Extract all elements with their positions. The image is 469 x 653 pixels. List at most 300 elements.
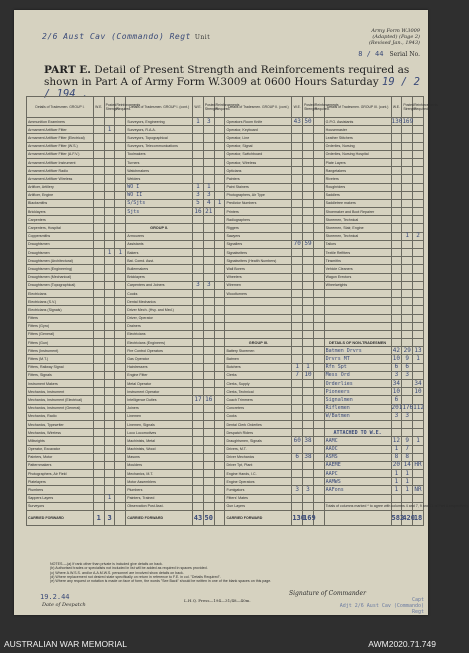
count-cell: 38 (304, 436, 312, 444)
count-cell: 59 (304, 240, 312, 248)
count-cell (413, 494, 424, 502)
count-cell (93, 420, 104, 428)
count-cell (313, 257, 324, 265)
count-cell (104, 306, 115, 314)
count-cell (115, 167, 126, 175)
count-cell (115, 191, 126, 199)
count-cell (93, 191, 104, 199)
count-cell (313, 240, 324, 248)
trade-name (324, 322, 391, 330)
trade-name (324, 330, 391, 338)
count-cell (115, 437, 126, 445)
trade-name: Riflemen (324, 404, 391, 412)
count-cell (313, 199, 324, 207)
count-cell: 43 (293, 117, 301, 125)
count-cell (193, 445, 204, 453)
count-cell (413, 224, 424, 232)
count-cell (391, 167, 402, 175)
count-cell (93, 249, 104, 257)
count-cell (104, 339, 115, 347)
trade-name: Machinists, Wood (126, 445, 193, 453)
table-row (27, 257, 424, 265)
count-cell (303, 412, 314, 420)
count-cell (313, 388, 324, 396)
count-cell (104, 216, 115, 224)
count-cell: 8 (402, 453, 413, 461)
count-cell (93, 445, 104, 453)
trade-name: Draughtsmen, Signals (225, 437, 292, 445)
trade-name: Clerks, Supply (225, 380, 292, 388)
trade-name: Turners (126, 158, 193, 166)
count-cell (203, 371, 214, 379)
count-cell (402, 175, 413, 183)
count-cell (193, 461, 204, 469)
trade-name: Metal Operator (126, 380, 193, 388)
count-cell (292, 126, 303, 134)
count-cell: 130 (391, 117, 403, 125)
count-cell (93, 330, 104, 338)
trade-name: Platelayers (27, 478, 94, 486)
count-cell (391, 150, 402, 158)
count-cell (115, 281, 126, 289)
count-cell (292, 191, 303, 199)
count-cell (115, 363, 126, 371)
trade-name: Machinists, Metal (126, 437, 193, 445)
trade-name: S/Sjts (126, 199, 193, 207)
trade-name: Joiners (126, 404, 193, 412)
count-cell (193, 363, 204, 371)
count-cell (93, 158, 104, 166)
count-cell (93, 208, 104, 216)
count-cell (292, 150, 303, 158)
count-cell (391, 494, 402, 502)
trade-name: Plumbers (27, 486, 94, 494)
count-cell (115, 150, 126, 158)
count-cell (413, 363, 424, 371)
count-cell (203, 216, 214, 224)
count-cell (193, 298, 204, 306)
count-cell: 1 (303, 363, 314, 371)
count-cell (115, 380, 126, 388)
trade-name: Fitters (Instrument) (27, 347, 94, 355)
count-cell (402, 257, 413, 265)
count-cell (193, 289, 204, 297)
count-cell: 3 (391, 371, 402, 379)
count-cell (104, 330, 115, 338)
count-cell (313, 118, 324, 126)
count-cell (115, 240, 126, 248)
count-cell (104, 134, 115, 142)
count-cell (93, 486, 104, 494)
trade-name: Signalmen (324, 396, 391, 404)
trade-name: Fitters (Gun) (27, 339, 94, 347)
count-cell (313, 150, 324, 158)
count-cell (104, 273, 115, 281)
count-cell (214, 208, 225, 216)
count-cell (292, 208, 303, 216)
trade-name: Draughtsmen (Mechanical) (27, 273, 94, 281)
count-cell (93, 437, 104, 445)
trade-name: Mess Ord (324, 371, 391, 379)
trade-name: Armament Artificer Fitter (W.S.) (27, 142, 94, 150)
count-cell: 1 (391, 470, 402, 478)
trade-name: Cooks (225, 412, 292, 420)
count-cell (313, 191, 324, 199)
count-cell: 6 (292, 453, 303, 461)
trade-name: Riveters (324, 175, 391, 183)
count-cell (402, 289, 413, 297)
table-row (27, 289, 424, 297)
count-cell (104, 314, 115, 322)
count-cell (193, 502, 204, 510)
army-form-page (14, 10, 469, 615)
count-cell (313, 322, 324, 330)
trade-name: Driver Mechanics (225, 453, 292, 461)
count-cell (303, 175, 314, 183)
count-cell (413, 306, 424, 314)
table-row (27, 388, 424, 396)
count-cell: 1 (413, 355, 424, 363)
trade-name: W/Batmen (324, 412, 391, 420)
count-cell (214, 404, 225, 412)
count-cell (115, 396, 126, 404)
unit-name: 2/6 Aust Cav (Commando) Regt Unit (42, 32, 211, 41)
trade-name: Predictor Numbers (225, 199, 292, 207)
count-cell (203, 150, 214, 158)
count-cell (214, 502, 225, 510)
table-row (27, 199, 424, 207)
count-cell (104, 461, 115, 469)
count-cell (413, 249, 424, 257)
count-cell (313, 142, 324, 150)
count-cell (413, 281, 424, 289)
count-cell: 6 (391, 396, 402, 404)
count-cell (104, 486, 115, 494)
count-cell (313, 306, 324, 314)
count-cell (115, 420, 126, 428)
count-cell (93, 118, 104, 126)
count-cell: NR (414, 486, 422, 494)
count-cell: 16 (205, 395, 213, 403)
count-cell (203, 167, 214, 175)
col-trade-3: Details of Tradesmen. GROUP II. (cont.) (225, 97, 292, 118)
table-row (27, 322, 424, 330)
count-cell (413, 322, 424, 330)
trade-name: Painters, Trained (126, 494, 193, 502)
count-cell (104, 478, 115, 486)
count-cell (214, 461, 225, 469)
count-cell (93, 347, 104, 355)
count-cell (313, 216, 324, 224)
trade-name: Saddletree makers (324, 199, 391, 207)
count-cell (115, 371, 126, 379)
count-cell (303, 429, 314, 437)
count-cell (303, 502, 314, 510)
count-cell (115, 470, 126, 478)
count-cell (203, 330, 214, 338)
table-row (27, 363, 424, 371)
count-cell: 6 (402, 363, 413, 371)
trade-name: Mechanics, Instrument (27, 388, 94, 396)
trade-name: GROUP III. (225, 339, 292, 347)
count-cell: 1 (391, 486, 402, 494)
trade-name: Fitters (General) (27, 330, 94, 338)
count-cell (402, 388, 413, 396)
trade-name: Wheelwrights (324, 281, 391, 289)
trade-name: AAMWS (324, 478, 391, 486)
table-row (27, 191, 424, 199)
table-row (27, 396, 424, 404)
count-cell: 3 (391, 412, 402, 420)
count-cell (214, 142, 225, 150)
trade-name: Bricklayers (126, 273, 193, 281)
count-cell (104, 412, 115, 420)
count-cell (104, 167, 115, 175)
count-cell (402, 429, 413, 437)
count-cell (214, 224, 225, 232)
trade-name: Driver Mech. (Hvy. and Med.) (126, 306, 193, 314)
count-cell (203, 420, 214, 428)
count-cell (292, 388, 303, 396)
count-cell: 10 (392, 387, 401, 395)
trade-name: Vehicle Cleaners (324, 265, 391, 273)
count-cell (292, 183, 303, 191)
count-cell (402, 339, 413, 347)
table-row (27, 306, 424, 314)
count-cell (193, 224, 204, 232)
count-cell (303, 199, 314, 207)
trade-name: Armourers (126, 232, 193, 240)
count-cell (391, 232, 402, 240)
count-cell (313, 445, 324, 453)
count-cell (413, 175, 424, 183)
count-cell (303, 224, 314, 232)
table-row (27, 232, 424, 240)
count-cell (214, 470, 225, 478)
count-cell (93, 175, 104, 183)
count-cell (292, 249, 303, 257)
count-cell (214, 347, 225, 355)
trade-name: Mechanics, Instrument (General) (27, 404, 94, 412)
count-cell (413, 314, 424, 322)
count-cell: 1 (193, 118, 204, 126)
count-cell (391, 240, 402, 248)
count-cell (93, 355, 104, 363)
count-cell (292, 175, 303, 183)
count-cell (214, 355, 225, 363)
count-cell (303, 470, 314, 478)
table-row (27, 265, 424, 273)
count-cell (313, 175, 324, 183)
count-cell (214, 216, 225, 224)
count-cell: 3 (203, 191, 214, 199)
trade-name (324, 494, 391, 502)
trade-name: Gun Layers (225, 502, 292, 510)
count-cell (104, 380, 115, 388)
trade-name: Electricians (Signals) (27, 306, 94, 314)
count-cell (104, 265, 115, 273)
count-cell: 3 (193, 191, 204, 199)
trade-name: Clerks, Technical (225, 388, 292, 396)
trade-name: Millwrights (27, 437, 94, 445)
count-cell (115, 216, 126, 224)
count-cell (313, 470, 324, 478)
count-cell (104, 388, 115, 396)
count-cell (104, 322, 115, 330)
trade-name: Textile Refitters (324, 249, 391, 257)
trade-name: Opticians (225, 167, 292, 175)
count-cell (413, 208, 424, 216)
trade-name: Storemen, Technical (324, 232, 391, 240)
count-cell: 8 (391, 453, 402, 461)
caption-accession: AWM2020.71.749 (368, 639, 436, 649)
count-cell (391, 306, 402, 314)
table-row (27, 118, 424, 126)
count-cell: 5 (193, 199, 204, 207)
count-cell (303, 461, 314, 469)
trade-name: Draughtsmen (27, 249, 94, 257)
table-row (27, 175, 424, 183)
count-cell (93, 314, 104, 322)
count-cell (93, 363, 104, 371)
trade-name: WO I (126, 183, 193, 191)
count-cell (93, 183, 104, 191)
count-cell (313, 281, 324, 289)
trade-name: Rfn Spt (324, 363, 391, 371)
trade-name: Fitters (Gyro) (27, 322, 94, 330)
count-cell (313, 249, 324, 257)
count-cell: 12 (392, 436, 401, 444)
trade-name: Electricians (S.V.) (27, 298, 94, 306)
count-cell (104, 470, 115, 478)
trade-name: Electricians (Engineers) (126, 339, 193, 347)
count-cell (413, 470, 424, 478)
count-cell (203, 142, 214, 150)
count-cell (214, 478, 225, 486)
count-cell (303, 306, 314, 314)
count-cell (93, 126, 104, 134)
trade-name: Mechanics, Typewriter (27, 420, 94, 428)
trade-name: Observation Post Asst. (126, 502, 193, 510)
count-cell (313, 380, 324, 388)
count-cell (303, 289, 314, 297)
trade-name: Pioneers (324, 388, 391, 396)
count-cell (313, 502, 324, 510)
count-cell (203, 289, 214, 297)
trade-name: Operator, Keyboard (225, 126, 292, 134)
count-cell (115, 175, 126, 183)
count-cell (313, 437, 324, 445)
count-cell (93, 470, 104, 478)
count-cell (104, 281, 115, 289)
count-cell (104, 158, 115, 166)
count-cell (193, 273, 204, 281)
count-cell (203, 461, 214, 469)
count-cell (413, 191, 424, 199)
trade-name: AAOC (324, 445, 391, 453)
trade-name: Printers (225, 208, 292, 216)
count-cell (391, 183, 402, 191)
trade-name: Leather Stitchers (324, 134, 391, 142)
count-cell (104, 150, 115, 158)
trade-name: WO II (126, 191, 193, 199)
count-cell (93, 142, 104, 150)
table-row (27, 404, 424, 412)
count-cell: 21 (205, 207, 213, 215)
count-cell (292, 289, 303, 297)
count-cell: 3 (203, 118, 214, 126)
carried-forward-row: CARRIED FORWARD 1 3 CARRIED FORWARD 43 50 CARRIED FORWARD 130 169 582 420 18 (27, 511, 424, 526)
count-cell (193, 150, 204, 158)
table-row (27, 216, 424, 224)
form-notes: NOTES.—(a) If rank other than private is included give details on back. (b) Authorised trades or specialists not included in list will be added as required in spaces provided. (c) Where A.W.S.S. and/or A.A.M.W.S. personnel are involved show details on back. (d) Where replacement not desired state specifically on return in reference to F.E. in col. "Details Required". (e) Where any request or notation is made on face of form, the words "See Back" should be written in one of the blank spaces on this page. (50, 562, 272, 584)
count-cell (203, 224, 214, 232)
count-cell (214, 118, 225, 126)
table-row (27, 330, 424, 338)
count-cell (292, 502, 303, 510)
count-cell (402, 494, 413, 502)
col-trade-4: Details of Tradesmen. GROUP III. (cont.) (324, 97, 391, 118)
trade-name: AAEME (324, 461, 391, 469)
count-cell (115, 502, 126, 510)
count-cell (313, 371, 324, 379)
trade-name: Storemen, Technical (324, 216, 391, 224)
count-cell (193, 429, 204, 437)
table-row (27, 224, 424, 232)
count-cell (115, 306, 126, 314)
trade-name: Fitters, Railway Signal (27, 363, 94, 371)
trade-name: Fumigators (225, 486, 292, 494)
count-cell (292, 273, 303, 281)
count-cell (193, 306, 204, 314)
count-cell (402, 126, 413, 134)
trade-name: Carpenters and Joiners (126, 281, 193, 289)
trade-name: Orderlies, Nursing (324, 142, 391, 150)
table-row (27, 126, 424, 134)
count-cell (93, 429, 104, 437)
count-cell (303, 142, 314, 150)
count-cell (104, 453, 115, 461)
count-cell (203, 363, 214, 371)
count-cell: 10 (414, 387, 422, 395)
count-cell (303, 208, 314, 216)
trade-name: Instrument Makers (27, 380, 94, 388)
count-cell (214, 158, 225, 166)
count-cell (214, 380, 225, 388)
trade-name: Toolmakers (126, 150, 193, 158)
count-cell: 70 (293, 240, 301, 248)
trade-name: Dental Mechanics (126, 298, 193, 306)
count-cell (193, 322, 204, 330)
trade-name: AAMC (324, 437, 391, 445)
table-row (27, 183, 424, 191)
count-cell (292, 257, 303, 265)
count-cell: 7 (292, 371, 303, 379)
count-cell (193, 486, 204, 494)
count-cell (93, 412, 104, 420)
trade-name: Drivers, M.T. (225, 445, 292, 453)
count-cell: 1 (104, 249, 115, 257)
count-cell (93, 257, 104, 265)
trade-name: Gas Operator (126, 355, 193, 363)
trade-name: DETAILS OF NON-TRADESMEN (324, 339, 391, 347)
count-cell: 2 (413, 232, 424, 240)
trade-name: Saddlers (324, 191, 391, 199)
count-cell (93, 232, 104, 240)
count-cell (93, 404, 104, 412)
count-cell (214, 445, 225, 453)
trade-name: Fitters, Signals (27, 371, 94, 379)
